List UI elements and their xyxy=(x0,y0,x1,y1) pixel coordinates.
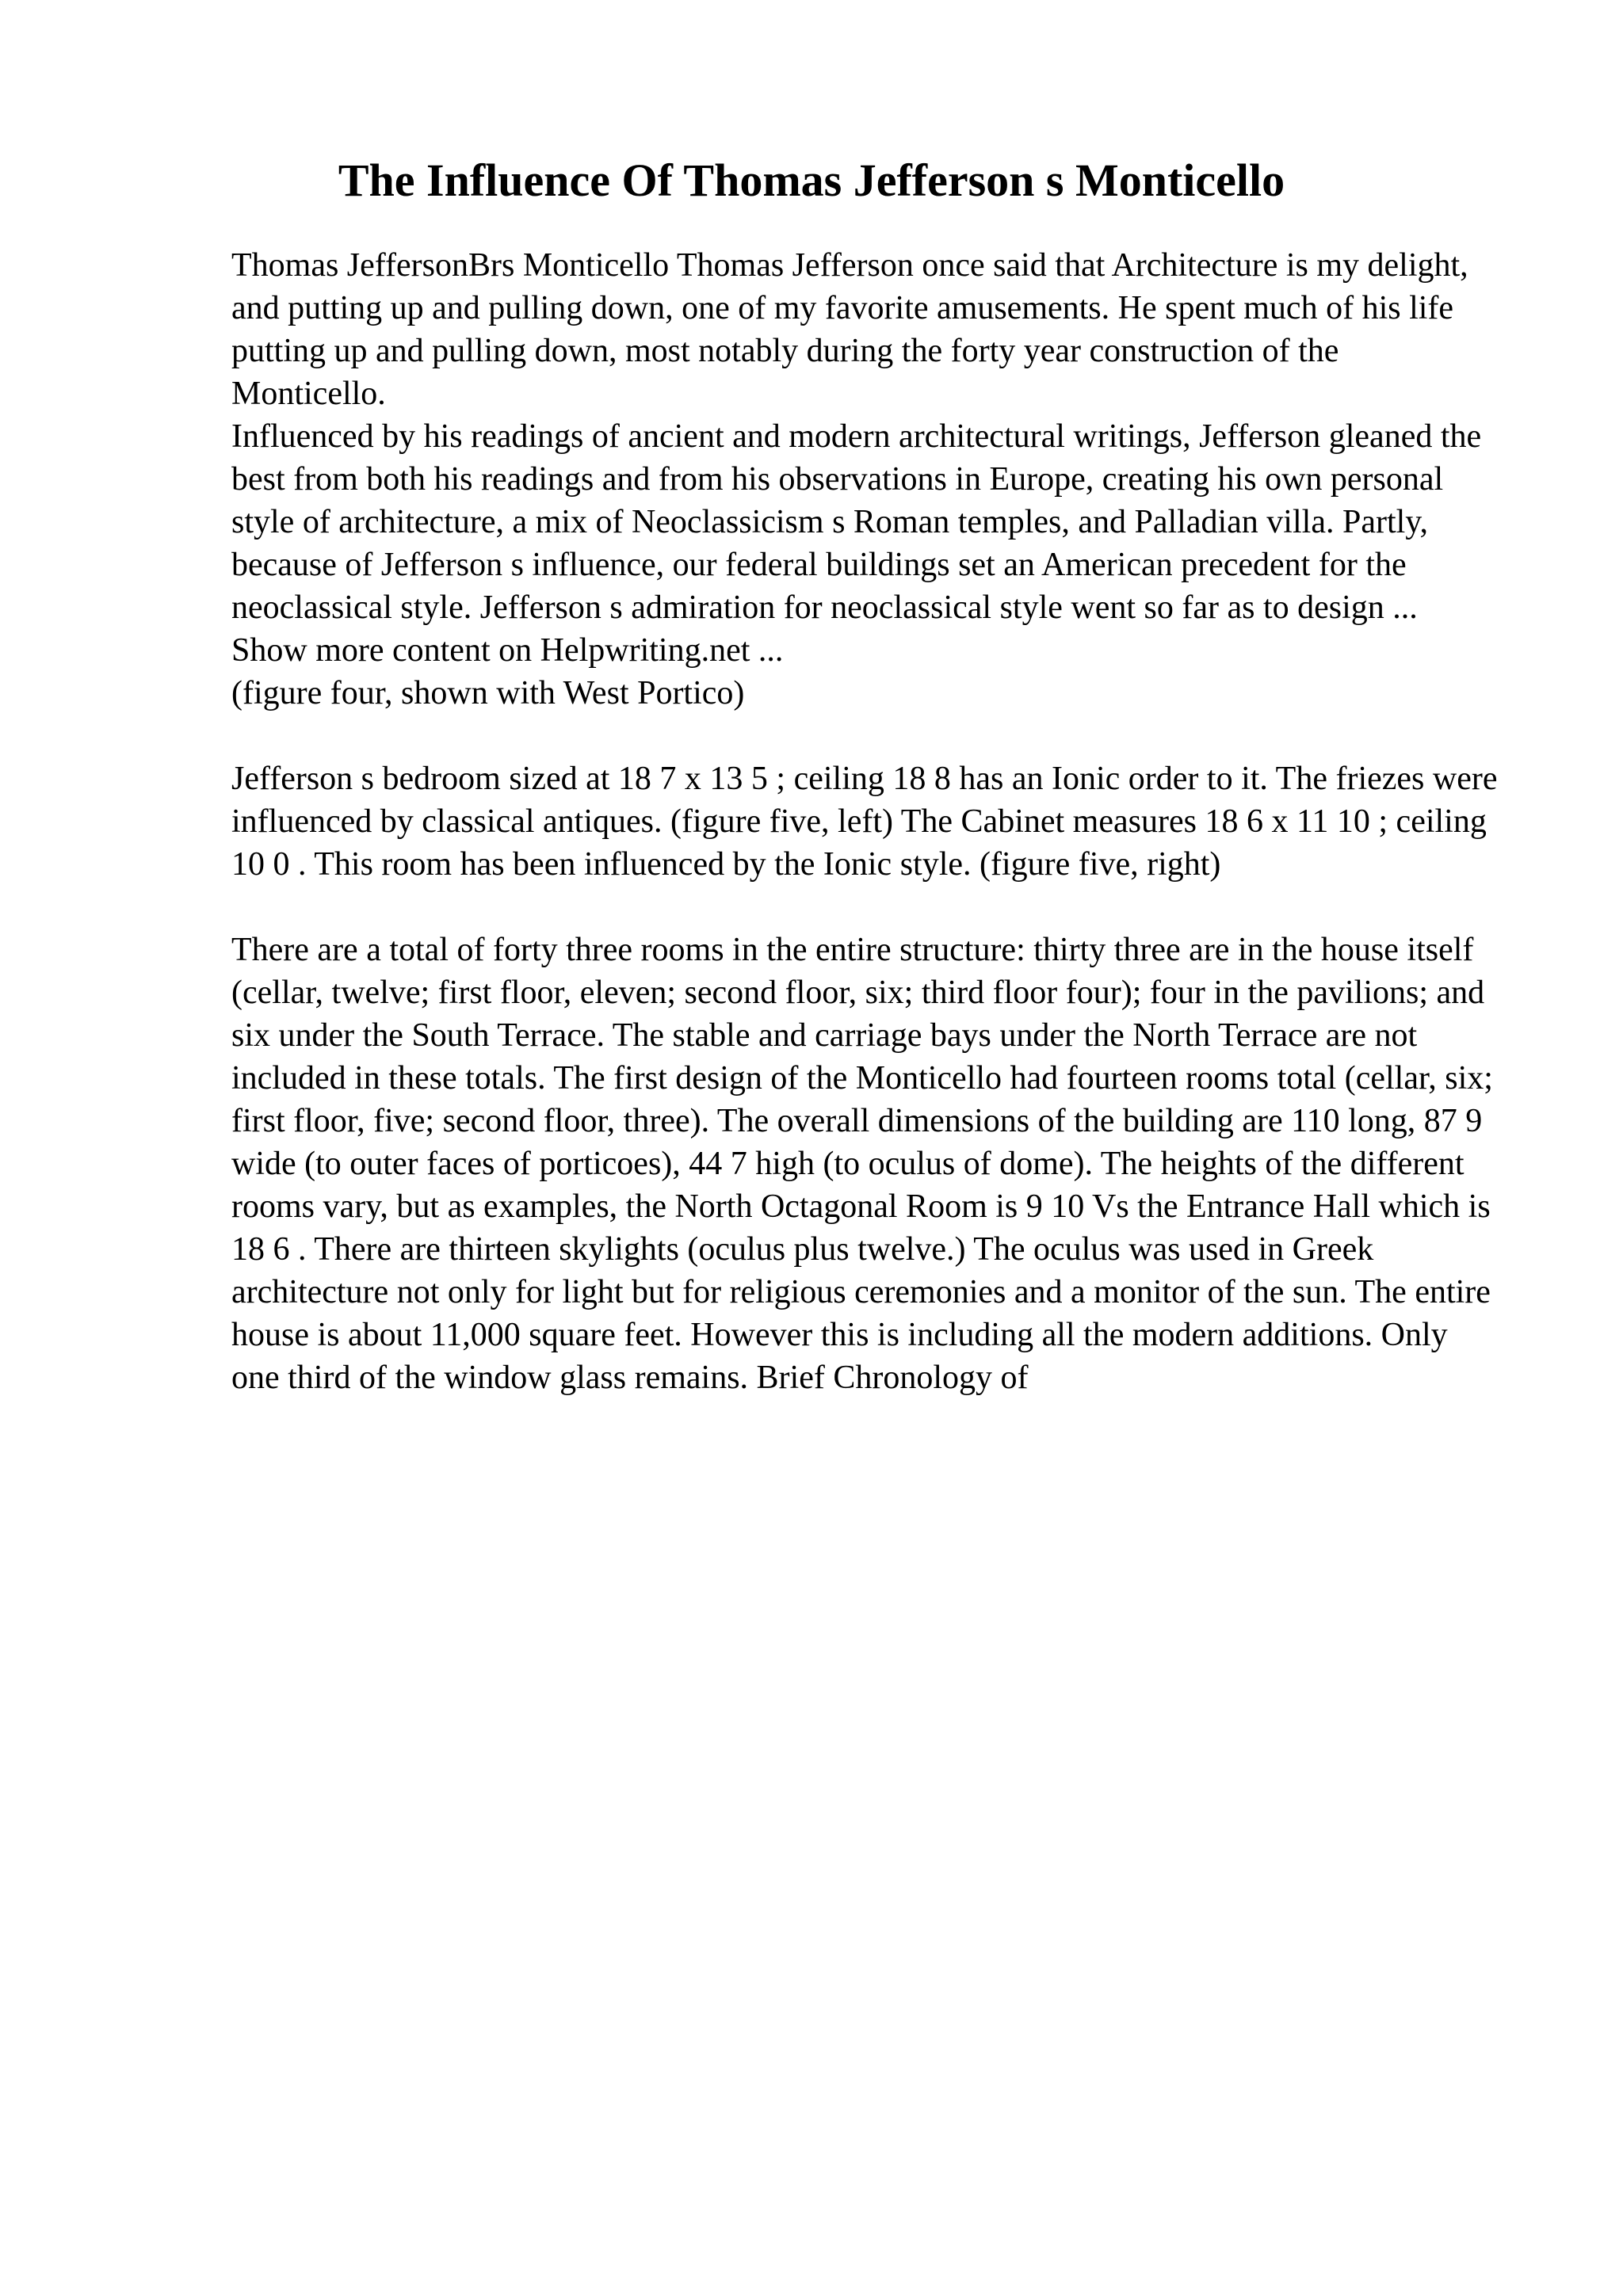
paragraph-spacer xyxy=(231,715,1499,757)
document-body xyxy=(231,244,1499,1399)
paragraph-influence: Influenced by his readings of ancient and modern architectural writings, Jefferson gleaned the best from both his readings and from his observations in Europe, creating his own personal style of architecture, a mix of Neoclassicism s Roman temples, and Palladian villa. Partly, because of Jefferson s influence, our federal buildings set an American precedent for the neoclassical style. Jefferson s admiration for neoclassical style went so far as to design ... Show more content on Helpwriting.net ... xyxy=(231,418,1482,669)
figure-caption: (figure four, shown with West Portico) xyxy=(231,675,745,711)
paragraph-rooms: Jefferson s bedroom sized at 18 7 x 13 5 ; ceiling 18 8 has an Ionic order to it. The friezes were influenced by classical antiques. (figure five, left) The Cabinet measures 18 6 x 11 10 ; ceiling 10 0 . This room has been influenced by the Ionic style. (figure five, right) xyxy=(231,761,1498,883)
paragraph-spacer xyxy=(231,886,1499,929)
paragraph-intro: Thomas JeffersonBrs Monticello Thomas Jefferson once said that Architecture is my delight, and putting up and pulling down, one of my favorite amusements. He spent much of his life putting up and pulling down, most notably during the forty year construction of the Monticello. xyxy=(231,247,1468,412)
document-title: The Influence Of Thomas Jefferson s Monticello xyxy=(338,154,1285,206)
paragraph-structure: There are a total of forty three rooms in the entire structure: thirty three are in the house itself (cellar, twelve; first floor, eleven; second floor, six; third floor four); four in the pavilions; and six under the South Terrace. The stable and carriage bays under the North Terrace are not included in these totals. The first design of the Monticello had fourteen rooms total (cellar, six; first floor, five; second floor, three). The overall dimensions of the building are 110 long, 87 9 wide (to outer faces of porticoes), 44 7 high (to oculus of dome). The heights of the different rooms vary, but as examples, the North Octagonal Room is 9 10 Vs the Entrance Hall which is 18 6 . There are thirteen skylights (oculus plus twelve.) The oculus was used in Greek architecture not only for light but for religious ceremonies and a monitor of the sun. The entire house is about 11,000 square feet. However this is including all the modern additions. Only one third of the window glass remains. Brief Chronology of xyxy=(231,932,1493,1396)
